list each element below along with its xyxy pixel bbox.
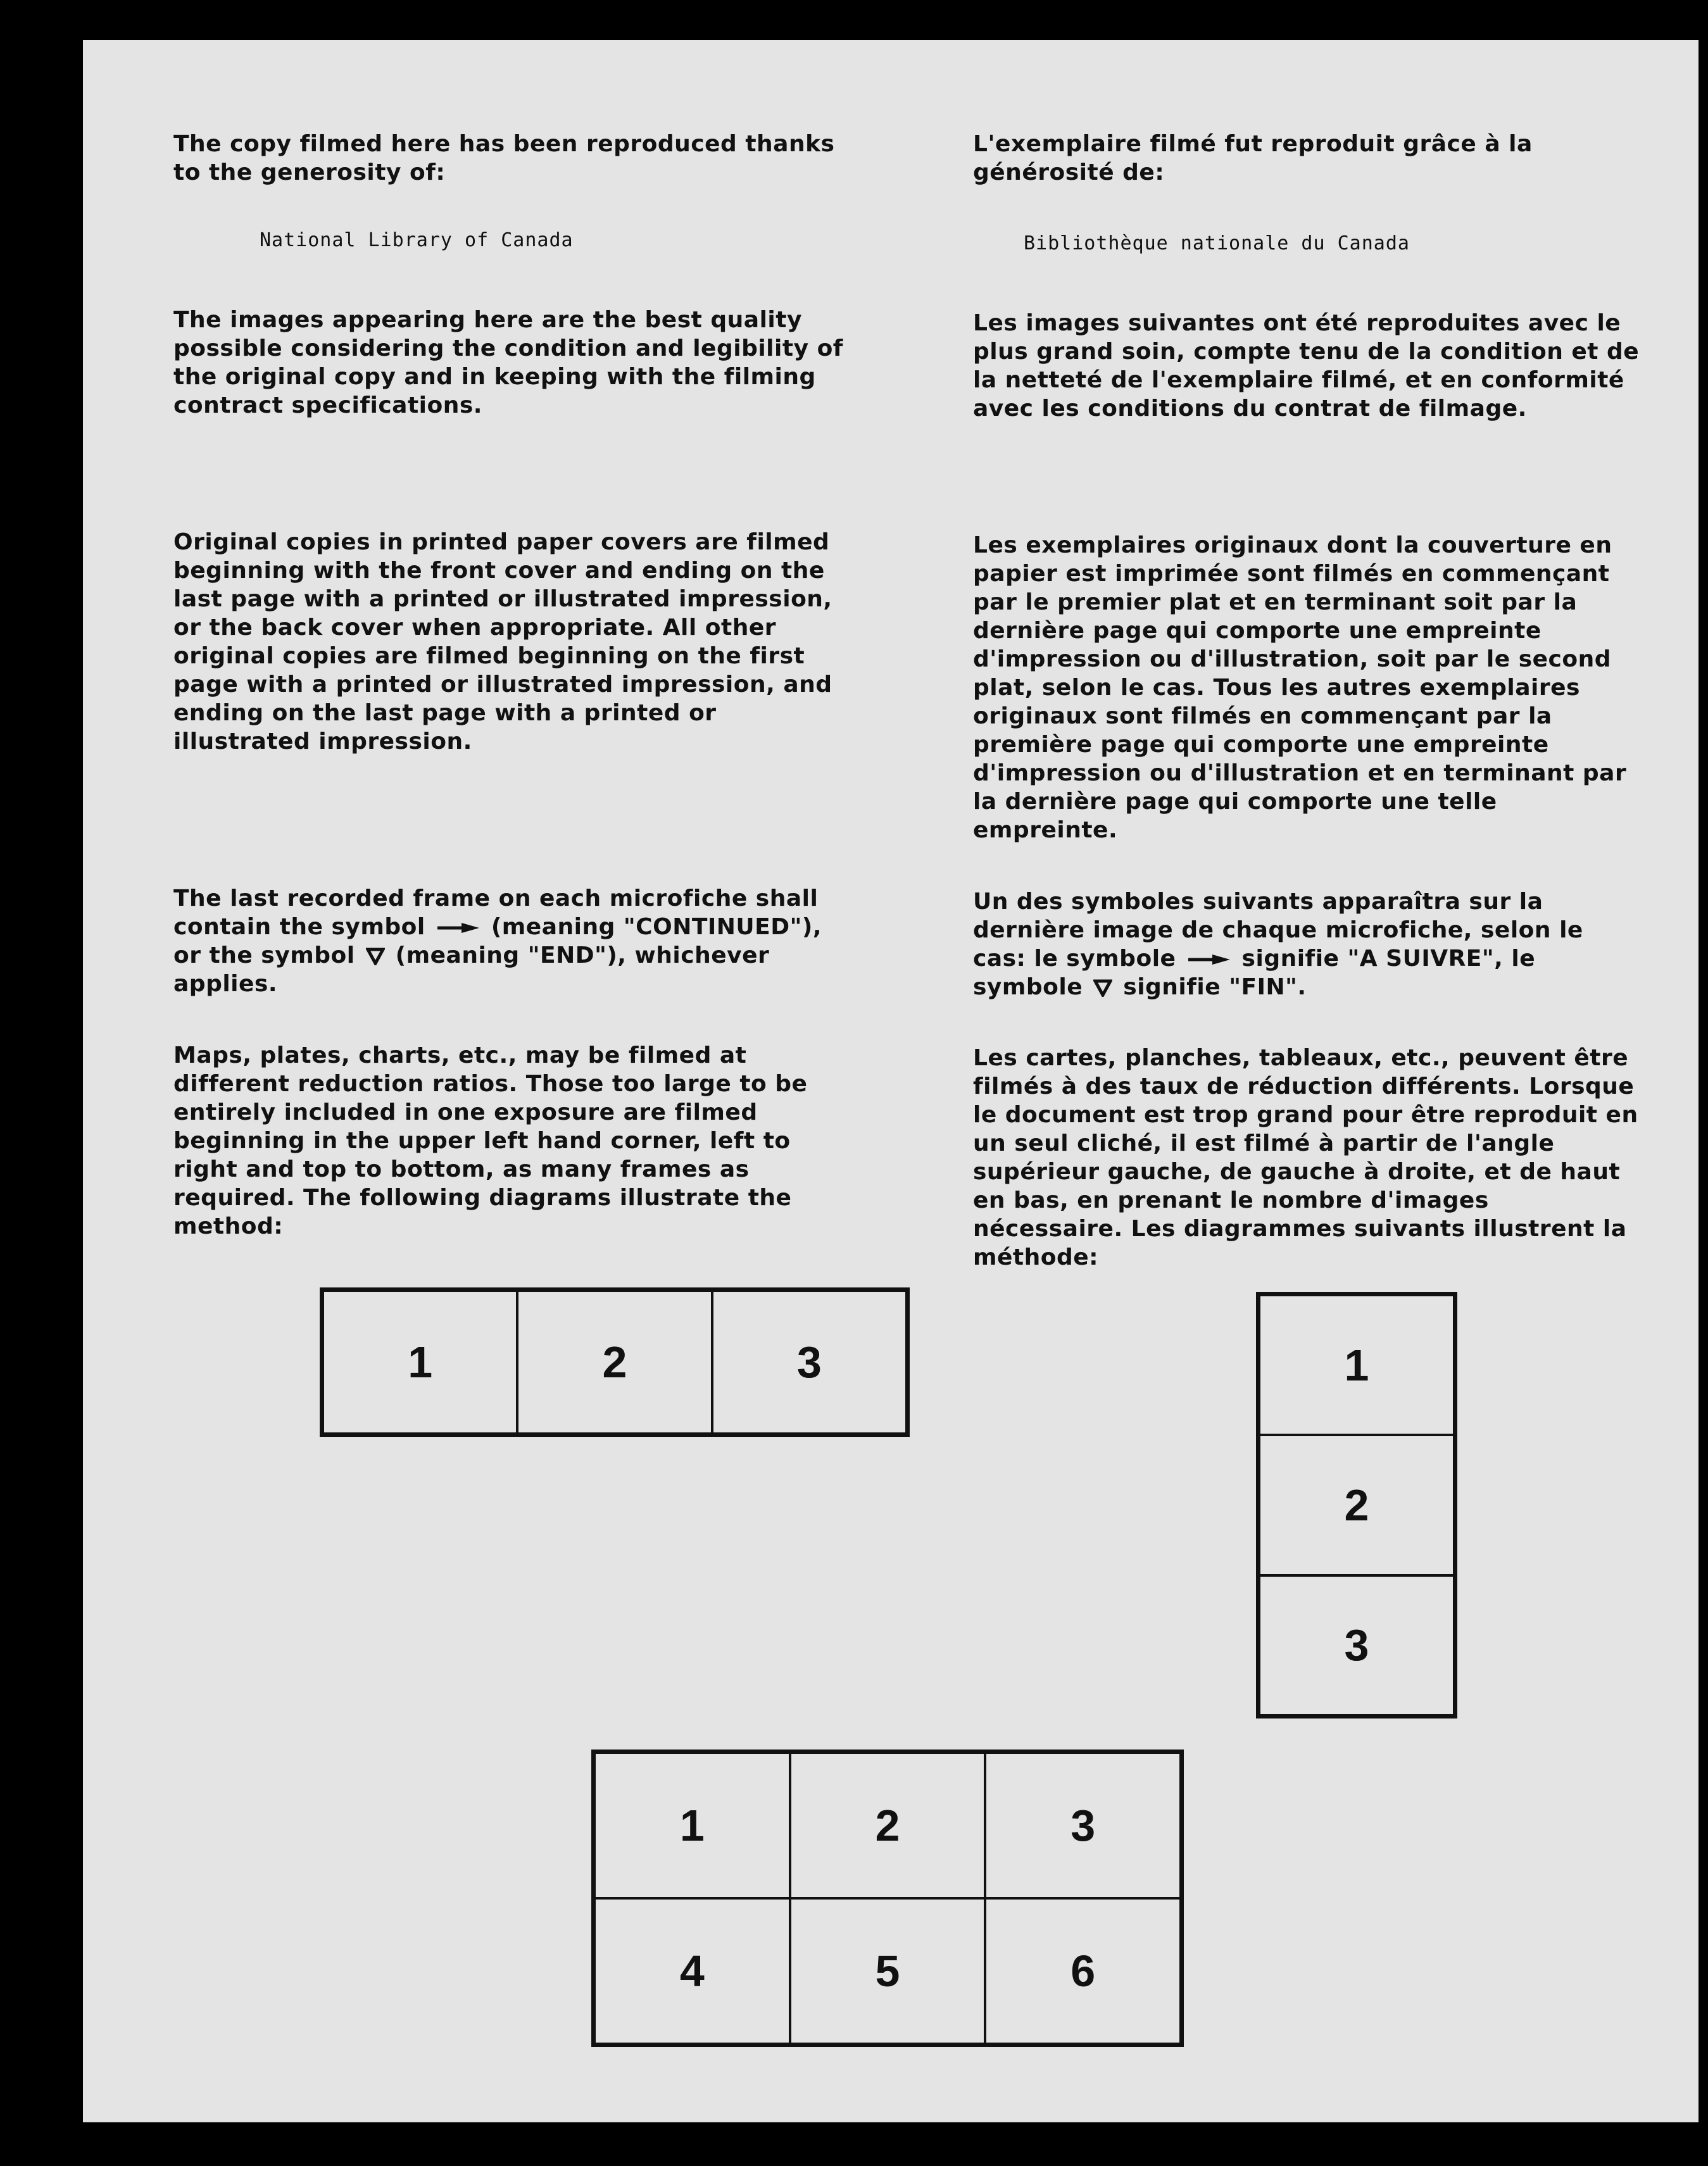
english-symbols-text-c: (meaning "END"), whichever applies. [173, 942, 770, 997]
english-symbols-paragraph [173, 884, 845, 998]
diagram-cell: 6 [985, 1898, 1181, 2044]
document-page [83, 40, 1699, 2122]
diagram-cell: 3 [712, 1291, 907, 1434]
diagram-cell: 4 [594, 1898, 790, 2044]
diagram-cell: 1 [594, 1753, 790, 1898]
english-covers-paragraph: Original copies in printed paper covers are filmed beginning with the front cover and ending on the last page with a printed or illustrated impression, or the back cover when appropriate. All other original copies are filmed beginning on the first page with a printed or illustrated impression, and ending on the last page with a printed or illustrated impression. [173, 529, 832, 754]
french-maps-paragraph: Les cartes, planches, tableaux, etc., peuvent être filmés à des taux de réduction différents. Lorsque le document est trop grand pour être reproduit en un seul cliché, il est filmé à partir de l'angle supérieur gauche, de gauche à droite, et de haut en bas, en prenant le nombre d'images nécessaire. Les diagrammes suivants illustrent la méthode: [973, 1045, 1638, 1270]
triangle-down-icon [1093, 979, 1112, 997]
french-intro: L'exemplaire filmé fut reproduit grâce à la générosité de: [973, 131, 1533, 185]
diagram-cell: 1 [323, 1291, 517, 1434]
english-intro: The copy filmed here has been reproduced thanks to the generosity of: [173, 131, 835, 185]
english-maps-paragraph: Maps, plates, charts, etc., may be filmed at different reduction ratios. Those too large to be entirely included in one exposure are filmed beginning in the upper left hand corner, left to right and top to bottom, as many frames as required. The following diagrams illustrate the method: [173, 1042, 808, 1239]
french-symbols-text-a: Un des symboles suivants apparaîtra sur la dernière image de chaque microfiche, selon le cas: le symbole [973, 889, 1583, 972]
french-library-name: Bibliothèque nationale du Canada [1024, 232, 1410, 254]
french-symbols-paragraph [973, 887, 1644, 1001]
diagram-cell: 1 [1259, 1295, 1454, 1435]
diagram-cell: 3 [1259, 1575, 1454, 1715]
diagram-grid [591, 1750, 1184, 2047]
english-symbols-text-b: (meaning "CONTINUED"), or the symbol [173, 914, 822, 968]
diagram-cell: 2 [517, 1291, 712, 1434]
english-library-name: National Library of Canada [260, 229, 574, 251]
arrow-right-icon [1187, 953, 1231, 966]
english-symbols-text-a: The last recorded frame on each microfiche shall contain the symbol [173, 886, 819, 940]
french-quality-paragraph: Les images suivantes ont été reproduites avec le plus grand soin, compte tenu de la condition et de la netteté de l'exemplaire filmé, et en conformité avec les conditions du contrat de filmage. [973, 310, 1640, 422]
diagram-vertical [1256, 1292, 1457, 1718]
french-covers-paragraph: Les exemplaires originaux dont la couverture en papier est imprimée sont filmés en commençant par le premier plat et en terminant soit par la dernière page qui comporte une empreinte d'impression ou d'illustration, soit par le second plat, selon le cas. Tous les autres exemplaires originaux sont filmés en commençant par la première page qui comporte une empreinte d'impression ou d'illustration et en terminant par la dernière page qui comporte une telle empreinte. [973, 532, 1627, 843]
french-symbols-text-b: signifie "A SUIVRE", le symbole [973, 946, 1536, 1000]
diagram-cell: 2 [1259, 1435, 1454, 1575]
diagram-horizontal [320, 1287, 910, 1437]
diagram-cell: 5 [790, 1898, 986, 2044]
arrow-right-icon [436, 922, 480, 934]
diagram-cell: 2 [790, 1753, 986, 1898]
triangle-down-icon [366, 948, 385, 965]
french-symbols-text-c: signifie "FIN". [1123, 974, 1307, 1000]
diagram-cell: 3 [985, 1753, 1181, 1898]
english-quality-paragraph: The images appearing here are the best quality possible considering the condition and legibility of the original copy and in keeping with the filming contract specifications. [173, 307, 843, 418]
